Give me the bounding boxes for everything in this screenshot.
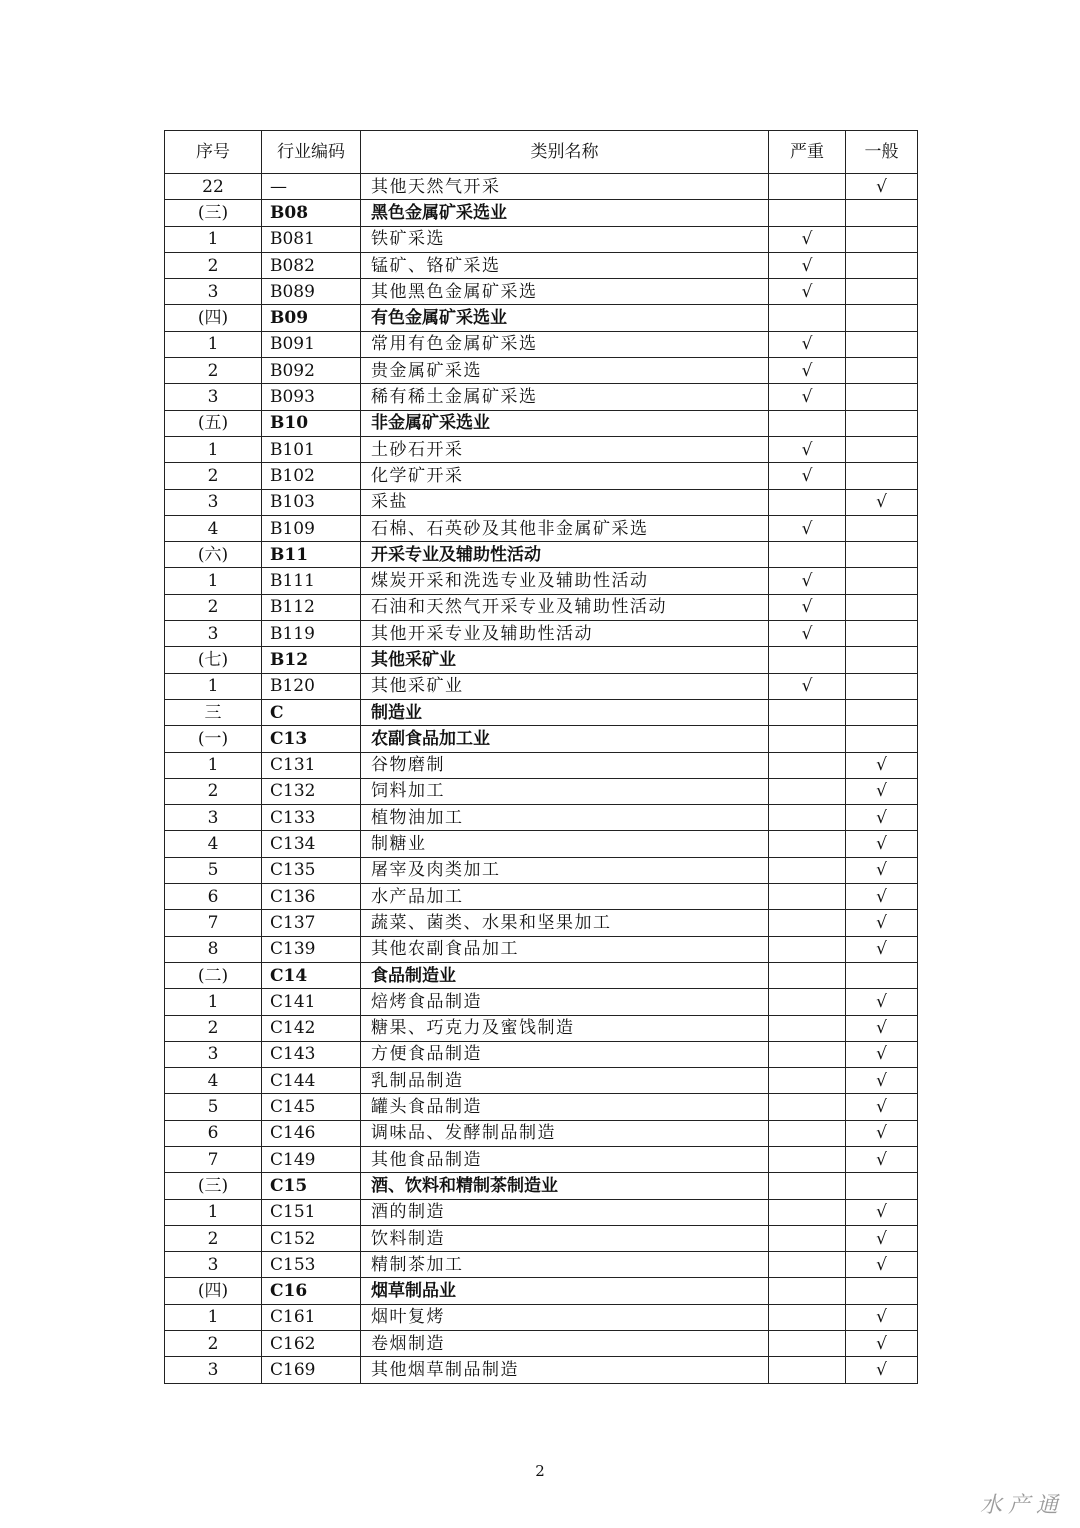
industry-code-cell: C146 xyxy=(262,1120,361,1146)
serial-number-cell: 2 xyxy=(165,1331,262,1357)
general-check-cell: √ xyxy=(846,1068,918,1094)
category-name-cell: 饲料加工 xyxy=(361,778,769,804)
serial-number-cell: 5 xyxy=(165,857,262,883)
table-header-row xyxy=(165,131,918,174)
severe-check-cell xyxy=(769,1173,846,1199)
industry-code-cell: C14 xyxy=(262,962,361,988)
table-group-row xyxy=(165,305,918,331)
general-check-cell xyxy=(846,542,918,568)
category-name-cell: 烟草制品业 xyxy=(361,1278,769,1304)
industry-code-cell: C151 xyxy=(262,1199,361,1225)
industry-code-cell: C149 xyxy=(262,1146,361,1172)
table-row xyxy=(165,1252,918,1278)
serial-number-cell: 3 xyxy=(165,384,262,410)
general-check-cell xyxy=(846,647,918,673)
table-row xyxy=(165,594,918,620)
serial-number-cell: 1 xyxy=(165,568,262,594)
general-check-cell: √ xyxy=(846,174,918,200)
general-check-cell: √ xyxy=(846,857,918,883)
serial-number-cell: (三) xyxy=(165,1173,262,1199)
general-check-cell xyxy=(846,594,918,620)
industry-code-cell: C16 xyxy=(262,1278,361,1304)
industry-code-cell: C162 xyxy=(262,1331,361,1357)
industry-code-cell: C152 xyxy=(262,1225,361,1251)
category-name-cell: 精制茶加工 xyxy=(361,1252,769,1278)
category-name-cell: 烟叶复烤 xyxy=(361,1304,769,1330)
category-name-cell: 调味品、发酵制品制造 xyxy=(361,1120,769,1146)
general-check-cell: √ xyxy=(846,1041,918,1067)
severe-check-cell xyxy=(769,489,846,515)
severe-check-cell: √ xyxy=(769,463,846,489)
severe-check-cell xyxy=(769,200,846,226)
general-check-cell: √ xyxy=(846,1094,918,1120)
category-name-cell: 植物油加工 xyxy=(361,805,769,831)
category-name-cell: 煤炭开采和洗选专业及辅助性活动 xyxy=(361,568,769,594)
industry-code-cell: C132 xyxy=(262,778,361,804)
general-check-cell: √ xyxy=(846,1120,918,1146)
general-check-cell xyxy=(846,962,918,988)
category-name-cell: 铁矿采选 xyxy=(361,226,769,252)
industry-code-cell: C xyxy=(262,699,361,725)
severe-check-cell: √ xyxy=(769,568,846,594)
industry-code-cell: B101 xyxy=(262,436,361,462)
category-name-cell: 水产品加工 xyxy=(361,884,769,910)
general-check-cell: √ xyxy=(846,1015,918,1041)
table-row xyxy=(165,1094,918,1120)
general-check-cell: √ xyxy=(846,805,918,831)
general-check-cell xyxy=(846,621,918,647)
serial-number-cell: 1 xyxy=(165,331,262,357)
industry-code-cell: B112 xyxy=(262,594,361,620)
table-row xyxy=(165,884,918,910)
serial-number-cell: 3 xyxy=(165,279,262,305)
severe-check-cell xyxy=(769,1120,846,1146)
general-check-cell xyxy=(846,699,918,725)
header-general: 一般 xyxy=(846,131,918,174)
table-row xyxy=(165,515,918,541)
severe-check-cell xyxy=(769,884,846,910)
general-check-cell xyxy=(846,226,918,252)
severe-check-cell xyxy=(769,752,846,778)
industry-code-cell: C142 xyxy=(262,1015,361,1041)
severe-check-cell xyxy=(769,1225,846,1251)
severe-check-cell: √ xyxy=(769,515,846,541)
industry-code-cell: B092 xyxy=(262,358,361,384)
general-check-cell xyxy=(846,726,918,752)
serial-number-cell: 1 xyxy=(165,436,262,462)
general-check-cell xyxy=(846,252,918,278)
general-check-cell: √ xyxy=(846,1252,918,1278)
severe-check-cell: √ xyxy=(769,252,846,278)
category-name-cell: 罐头食品制造 xyxy=(361,1094,769,1120)
category-name-cell: 饮料制造 xyxy=(361,1225,769,1251)
category-name-cell: 食品制造业 xyxy=(361,962,769,988)
table-group-row xyxy=(165,410,918,436)
serial-number-cell: (四) xyxy=(165,1278,262,1304)
severe-check-cell xyxy=(769,1015,846,1041)
severe-check-cell xyxy=(769,1278,846,1304)
general-check-cell xyxy=(846,568,918,594)
industry-code-cell: B089 xyxy=(262,279,361,305)
industry-code-cell: B11 xyxy=(262,542,361,568)
serial-number-cell: 3 xyxy=(165,489,262,515)
serial-number-cell: 4 xyxy=(165,515,262,541)
watermark-logo: 水产通 xyxy=(979,1493,1064,1518)
category-name-cell: 化学矿开采 xyxy=(361,463,769,489)
table-row xyxy=(165,752,918,778)
serial-number-cell: 6 xyxy=(165,1120,262,1146)
header-severe: 严重 xyxy=(769,131,846,174)
industry-code-cell: B10 xyxy=(262,410,361,436)
header-industry-code: 行业编码 xyxy=(262,131,361,174)
table-row xyxy=(165,778,918,804)
general-check-cell: √ xyxy=(846,831,918,857)
serial-number-cell: 22 xyxy=(165,174,262,200)
general-check-cell: √ xyxy=(846,884,918,910)
severe-check-cell xyxy=(769,962,846,988)
category-name-cell: 石棉、石英砂及其他非金属矿采选 xyxy=(361,515,769,541)
general-check-cell: √ xyxy=(846,1225,918,1251)
industry-code-cell: C131 xyxy=(262,752,361,778)
severe-check-cell xyxy=(769,805,846,831)
category-name-cell: 其他采矿业 xyxy=(361,673,769,699)
general-check-cell: √ xyxy=(846,1146,918,1172)
severe-check-cell xyxy=(769,174,846,200)
table-group-row xyxy=(165,726,918,752)
serial-number-cell: (五) xyxy=(165,410,262,436)
severe-check-cell xyxy=(769,1199,846,1225)
table-group-row xyxy=(165,200,918,226)
serial-number-cell: (三) xyxy=(165,200,262,226)
serial-number-cell: (六) xyxy=(165,542,262,568)
serial-number-cell: (一) xyxy=(165,726,262,752)
industry-code-cell: B081 xyxy=(262,226,361,252)
severe-check-cell xyxy=(769,1331,846,1357)
table-row xyxy=(165,805,918,831)
industry-code-cell: C153 xyxy=(262,1252,361,1278)
industry-code-cell: C133 xyxy=(262,805,361,831)
industry-code-cell: B093 xyxy=(262,384,361,410)
general-check-cell: √ xyxy=(846,910,918,936)
category-name-cell: 谷物磨制 xyxy=(361,752,769,778)
category-name-cell: 非金属矿采选业 xyxy=(361,410,769,436)
category-name-cell: 乳制品制造 xyxy=(361,1068,769,1094)
category-name-cell: 开采专业及辅助性活动 xyxy=(361,542,769,568)
serial-number-cell: 5 xyxy=(165,1094,262,1120)
category-name-cell: 制造业 xyxy=(361,699,769,725)
severe-check-cell xyxy=(769,726,846,752)
table-row xyxy=(165,936,918,962)
serial-number-cell: 2 xyxy=(165,252,262,278)
category-name-cell: 制糖业 xyxy=(361,831,769,857)
category-name-cell: 贵金属矿采选 xyxy=(361,358,769,384)
category-name-cell: 卷烟制造 xyxy=(361,1331,769,1357)
industry-code-cell: C145 xyxy=(262,1094,361,1120)
table-row xyxy=(165,673,918,699)
table-row xyxy=(165,279,918,305)
severe-check-cell xyxy=(769,1304,846,1330)
table-group-row xyxy=(165,1278,918,1304)
serial-number-cell: 4 xyxy=(165,831,262,857)
serial-number-cell: 2 xyxy=(165,1015,262,1041)
table-row xyxy=(165,252,918,278)
category-name-cell: 其他开采专业及辅助性活动 xyxy=(361,621,769,647)
serial-number-cell: (七) xyxy=(165,647,262,673)
table-row xyxy=(165,989,918,1015)
industry-code-cell: C15 xyxy=(262,1173,361,1199)
general-check-cell xyxy=(846,515,918,541)
industry-classification-table xyxy=(164,130,918,1384)
serial-number-cell: 8 xyxy=(165,936,262,962)
table-group-row xyxy=(165,542,918,568)
table-row xyxy=(165,1041,918,1067)
severe-check-cell xyxy=(769,1357,846,1383)
industry-code-cell: B09 xyxy=(262,305,361,331)
table-row xyxy=(165,568,918,594)
category-name-cell: 黑色金属矿采选业 xyxy=(361,200,769,226)
table-group-row xyxy=(165,962,918,988)
general-check-cell xyxy=(846,673,918,699)
table-row xyxy=(165,1146,918,1172)
table-row xyxy=(165,1120,918,1146)
general-check-cell: √ xyxy=(846,1331,918,1357)
severe-check-cell xyxy=(769,910,846,936)
table-row xyxy=(165,1304,918,1330)
table-row xyxy=(165,463,918,489)
category-name-cell: 其他采矿业 xyxy=(361,647,769,673)
table-row xyxy=(165,857,918,883)
general-check-cell: √ xyxy=(846,1199,918,1225)
serial-number-cell: 2 xyxy=(165,463,262,489)
serial-number-cell: 3 xyxy=(165,1041,262,1067)
industry-code-cell: B082 xyxy=(262,252,361,278)
page-number: 2 xyxy=(535,1462,545,1480)
serial-number-cell: 3 xyxy=(165,805,262,831)
severe-check-cell xyxy=(769,1146,846,1172)
category-name-cell: 有色金属矿采选业 xyxy=(361,305,769,331)
general-check-cell xyxy=(846,200,918,226)
table-row xyxy=(165,831,918,857)
general-check-cell: √ xyxy=(846,1304,918,1330)
general-check-cell xyxy=(846,463,918,489)
table-row xyxy=(165,489,918,515)
severe-check-cell xyxy=(769,305,846,331)
serial-number-cell: 三 xyxy=(165,699,262,725)
severe-check-cell: √ xyxy=(769,594,846,620)
general-check-cell xyxy=(846,1173,918,1199)
industry-code-cell: C169 xyxy=(262,1357,361,1383)
general-check-cell xyxy=(846,384,918,410)
severe-check-cell xyxy=(769,542,846,568)
severe-check-cell: √ xyxy=(769,673,846,699)
severe-check-cell xyxy=(769,699,846,725)
category-name-cell: 酒的制造 xyxy=(361,1199,769,1225)
general-check-cell: √ xyxy=(846,989,918,1015)
serial-number-cell: 2 xyxy=(165,1225,262,1251)
table-row xyxy=(165,331,918,357)
serial-number-cell: 3 xyxy=(165,1252,262,1278)
category-name-cell: 屠宰及肉类加工 xyxy=(361,857,769,883)
category-name-cell: 焙烤食品制造 xyxy=(361,989,769,1015)
serial-number-cell: 1 xyxy=(165,673,262,699)
table-row xyxy=(165,174,918,200)
severe-check-cell: √ xyxy=(769,621,846,647)
category-name-cell: 其他烟草制品制造 xyxy=(361,1357,769,1383)
severe-check-cell xyxy=(769,989,846,1015)
serial-number-cell: (四) xyxy=(165,305,262,331)
industry-code-cell: B12 xyxy=(262,647,361,673)
severe-check-cell xyxy=(769,936,846,962)
general-check-cell: √ xyxy=(846,1357,918,1383)
category-name-cell: 糖果、巧克力及蜜饯制造 xyxy=(361,1015,769,1041)
category-name-cell: 酒、饮料和精制茶制造业 xyxy=(361,1173,769,1199)
header-category-name: 类别名称 xyxy=(361,131,769,174)
general-check-cell xyxy=(846,1278,918,1304)
category-name-cell: 蔬菜、菌类、水果和坚果加工 xyxy=(361,910,769,936)
category-name-cell: 石油和天然气开采专业及辅助性活动 xyxy=(361,594,769,620)
category-name-cell: 常用有色金属矿采选 xyxy=(361,331,769,357)
table-body xyxy=(165,174,918,1384)
general-check-cell xyxy=(846,305,918,331)
industry-code-cell: C134 xyxy=(262,831,361,857)
table-row xyxy=(165,910,918,936)
industry-code-cell: C13 xyxy=(262,726,361,752)
general-check-cell: √ xyxy=(846,752,918,778)
serial-number-cell: 1 xyxy=(165,226,262,252)
industry-code-cell: B103 xyxy=(262,489,361,515)
table-row xyxy=(165,1199,918,1225)
industry-code-cell: B120 xyxy=(262,673,361,699)
serial-number-cell: 7 xyxy=(165,1146,262,1172)
severe-check-cell xyxy=(769,831,846,857)
industry-code-cell: B119 xyxy=(262,621,361,647)
industry-code-cell: C139 xyxy=(262,936,361,962)
table-row xyxy=(165,384,918,410)
table-row xyxy=(165,1331,918,1357)
industry-code-cell: B091 xyxy=(262,331,361,357)
table-group-row xyxy=(165,1173,918,1199)
table-row xyxy=(165,621,918,647)
severe-check-cell xyxy=(769,857,846,883)
serial-number-cell: 4 xyxy=(165,1068,262,1094)
serial-number-cell: 1 xyxy=(165,1304,262,1330)
severe-check-cell xyxy=(769,410,846,436)
category-name-cell: 稀有稀土金属矿采选 xyxy=(361,384,769,410)
industry-code-cell: C136 xyxy=(262,884,361,910)
serial-number-cell: 3 xyxy=(165,1357,262,1383)
severe-check-cell: √ xyxy=(769,436,846,462)
industry-code-cell: B08 xyxy=(262,200,361,226)
category-name-cell: 锰矿、铬矿采选 xyxy=(361,252,769,278)
industry-code-cell: C143 xyxy=(262,1041,361,1067)
general-check-cell xyxy=(846,436,918,462)
table-row xyxy=(165,436,918,462)
severe-check-cell: √ xyxy=(769,279,846,305)
industry-code-cell: — xyxy=(262,174,361,200)
serial-number-cell: 1 xyxy=(165,752,262,778)
severe-check-cell: √ xyxy=(769,226,846,252)
table-row xyxy=(165,358,918,384)
category-name-cell: 采盐 xyxy=(361,489,769,515)
general-check-cell: √ xyxy=(846,489,918,515)
industry-code-cell: C144 xyxy=(262,1068,361,1094)
serial-number-cell: 3 xyxy=(165,621,262,647)
category-name-cell: 其他食品制造 xyxy=(361,1146,769,1172)
table-row xyxy=(165,1068,918,1094)
category-name-cell: 方便食品制造 xyxy=(361,1041,769,1067)
industry-code-cell: B109 xyxy=(262,515,361,541)
severe-check-cell: √ xyxy=(769,358,846,384)
category-name-cell: 农副食品加工业 xyxy=(361,726,769,752)
table-row xyxy=(165,1357,918,1383)
industry-code-cell: C137 xyxy=(262,910,361,936)
general-check-cell xyxy=(846,358,918,384)
severe-check-cell xyxy=(769,1068,846,1094)
industry-code-cell: B102 xyxy=(262,463,361,489)
industry-code-cell: C135 xyxy=(262,857,361,883)
serial-number-cell: 1 xyxy=(165,1199,262,1225)
severe-check-cell xyxy=(769,1094,846,1120)
category-name-cell: 其他农副食品加工 xyxy=(361,936,769,962)
industry-code-cell: C161 xyxy=(262,1304,361,1330)
table-row xyxy=(165,1015,918,1041)
severe-check-cell xyxy=(769,778,846,804)
header-serial-number: 序号 xyxy=(165,131,262,174)
general-check-cell: √ xyxy=(846,778,918,804)
severe-check-cell: √ xyxy=(769,331,846,357)
serial-number-cell: 6 xyxy=(165,884,262,910)
severe-check-cell xyxy=(769,1041,846,1067)
category-name-cell: 其他黑色金属矿采选 xyxy=(361,279,769,305)
table-group-row xyxy=(165,699,918,725)
industry-code-cell: B111 xyxy=(262,568,361,594)
serial-number-cell: 2 xyxy=(165,358,262,384)
table-row xyxy=(165,1225,918,1251)
severe-check-cell: √ xyxy=(769,384,846,410)
category-name-cell: 其他天然气开采 xyxy=(361,174,769,200)
serial-number-cell: 1 xyxy=(165,989,262,1015)
category-name-cell: 土砂石开采 xyxy=(361,436,769,462)
severe-check-cell xyxy=(769,1252,846,1278)
table-group-row xyxy=(165,647,918,673)
severe-check-cell xyxy=(769,647,846,673)
general-check-cell: √ xyxy=(846,936,918,962)
general-check-cell xyxy=(846,331,918,357)
serial-number-cell: 7 xyxy=(165,910,262,936)
serial-number-cell: (二) xyxy=(165,962,262,988)
serial-number-cell: 2 xyxy=(165,594,262,620)
general-check-cell xyxy=(846,410,918,436)
industry-code-cell: C141 xyxy=(262,989,361,1015)
table-row xyxy=(165,226,918,252)
serial-number-cell: 2 xyxy=(165,778,262,804)
general-check-cell xyxy=(846,279,918,305)
